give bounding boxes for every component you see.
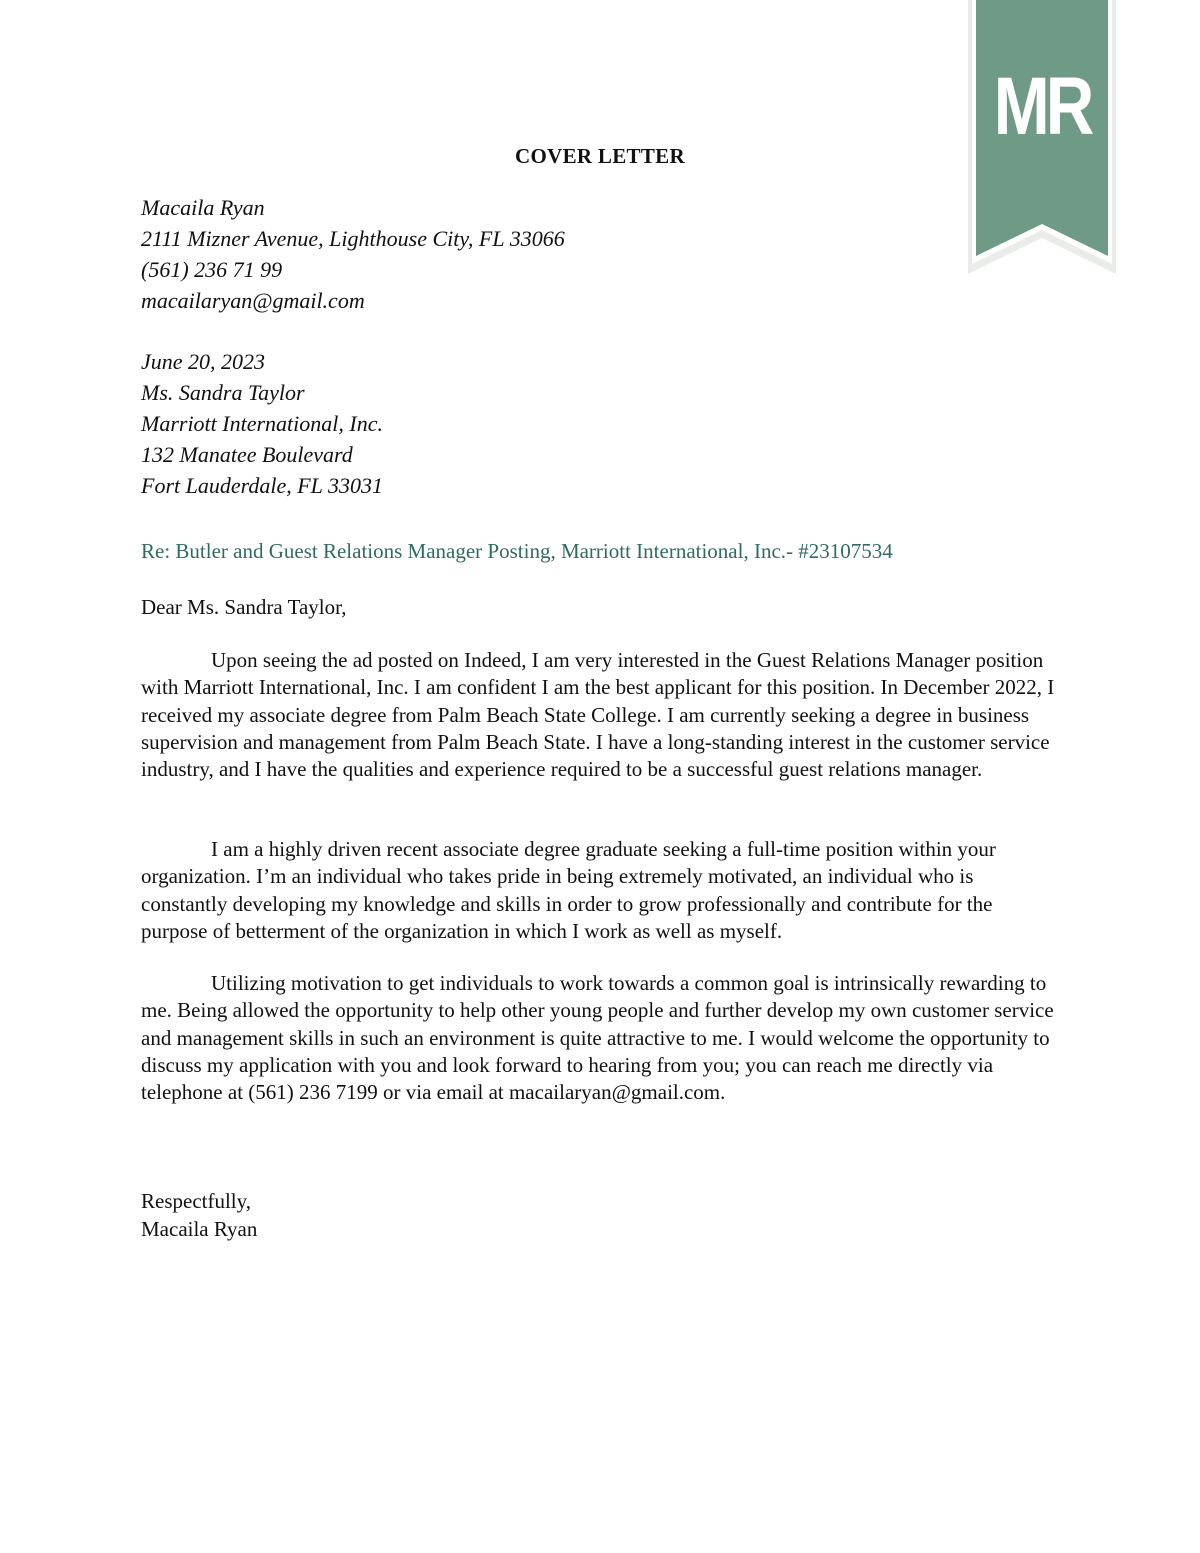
body-paragraph: I am a highly driven recent associate degree graduate seeking a full-time position within your organization. I’m an individual who takes pride in being extremely motivated, an individual who is constantly developing my knowledge and skills in order to grow professionally and contribute for the purpose of betterment of the organization in which I work as well as myself. [141,837,996,943]
recipient-name: Ms. Sandra Taylor [141,380,305,405]
recipient-street: 132 Manatee Boulevard [141,442,353,467]
recipient-block [141,346,383,501]
signature-name: Macaila Ryan [141,1217,258,1241]
salutation: Dear Ms. Sandra Taylor, [141,595,347,619]
body-paragraph: Utilizing motivation to get individuals to work towards a common goal is intrinsically rewarding to me. Being allowed the opportunity to help other young people and further develop my own customer service and management skills in such an environment is quite attractive to me. I would welcome the opportunity to discuss my application with you and look forward to hearing from you; you can reach me directly via telephone at (561) 236 7199 or via email at macailaryan@gmail.com. [141,971,1054,1105]
closing-block [141,1187,257,1243]
subject-line: Re: Butler and Guest Relations Manager Posting, Marriott International, Inc.- #23107534 [141,539,893,563]
sender-email: macailaryan@gmail.com [141,288,365,313]
valediction: Respectfully, [141,1189,252,1213]
page-title: COVER LETTER [515,144,685,168]
monogram-initials: MR [993,61,1091,152]
recipient-city: Fort Lauderdale, FL 33031 [141,473,384,498]
letter-date: June 20, 2023 [141,349,266,374]
sender-address: 2111 Mizner Avenue, Lighthouse City, FL 33066 [141,226,565,251]
sender-block [141,192,565,316]
recipient-company: Marriott International, Inc. [141,411,383,436]
sender-phone: (561) 236 71 99 [141,257,283,282]
sender-name: Macaila Ryan [141,195,265,220]
body-paragraph: Upon seeing the ad posted on Indeed, I am very interested in the Guest Relations Manager position with Marriott International, Inc. I am confident I am the best applicant for this position. In December 2022, I received my associate degree from Palm Beach State College. I am currently seeking a degree in business supervision and management from Palm Beach State. I have a long-standing interest in the customer service industry, and I have the qualities and experience required to be a successful guest relations manager. [141,648,1055,782]
